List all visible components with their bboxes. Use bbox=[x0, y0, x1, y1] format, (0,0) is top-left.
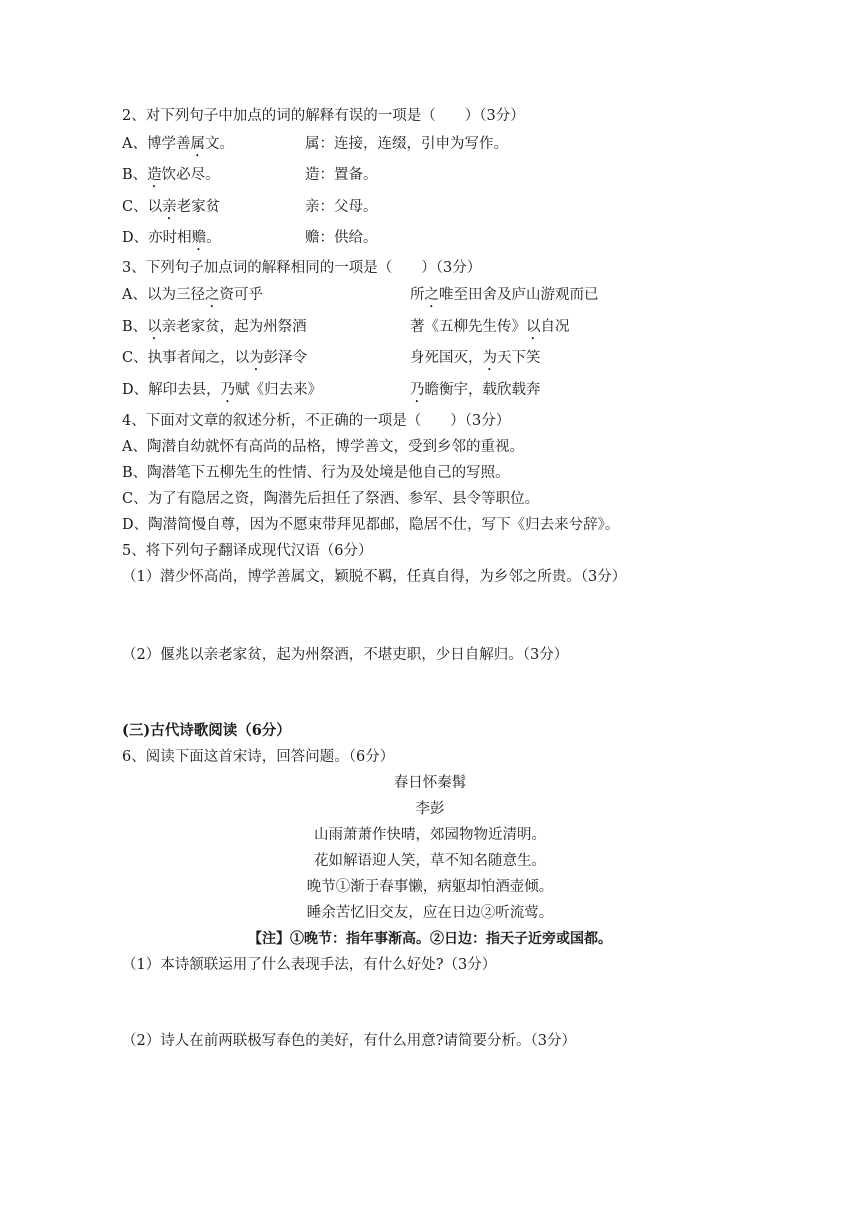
q3-option-d: D、解印去县，乃赋《归去来》 乃瞻衡宇，载欣载奔 bbox=[122, 380, 822, 406]
dotted-char: 造 bbox=[147, 167, 162, 183]
q5-sentence-2: （2）偃兆以亲老家贫，起为州祭酒，不堪吏职，少日自解归。（3分） bbox=[122, 647, 569, 663]
q3-option-a: A、以为三径之资可乎 所之唯至田舍及庐山游观而已 bbox=[122, 285, 822, 311]
dotted-char: 属 bbox=[190, 136, 205, 152]
q2-option-b: B、造饮必尽。 造：置备。 bbox=[122, 167, 378, 183]
q2-option-c: C、以亲老家贫 亲：父母。 bbox=[122, 199, 378, 215]
section-title: (三)古代诗歌阅读（6分） bbox=[122, 722, 291, 739]
poem-title: 春日怀秦髯 bbox=[393, 775, 467, 791]
q4-option-b: B、陶潜笔下五柳先生的性情、行为及处境是他自己的写照。 bbox=[122, 465, 510, 481]
poem-line: 睡余苦忆旧交友，应在日边②听流莺。 bbox=[306, 905, 554, 921]
dotted-char: 之 bbox=[424, 287, 439, 303]
q2-stem: 2、对下列句子中加点的词的解释有误的一项是（ ）（3分） bbox=[122, 108, 525, 124]
q4-option-c: C、为了有隐居之资，陶潜先后担任了祭酒、参军、县令等职位。 bbox=[122, 491, 540, 507]
q5-sentence-1: （1）潜少怀高尚，博学善属文，颖脱不羁，任真自得，为乡邻之所贵。（3分） bbox=[122, 569, 627, 585]
q2-option-d: D、亦时相赡。 赡：供给。 bbox=[122, 230, 378, 246]
dotted-char: 以 bbox=[147, 319, 162, 335]
poem-note bbox=[0, 929, 860, 949]
dotted-char: 为 bbox=[482, 350, 497, 366]
q2-explain-b: 造：置备。 bbox=[305, 167, 378, 183]
q2-option-a: A、博学善属文。 属：连接，连缀，引申为写作。 bbox=[122, 136, 508, 152]
q3-stem: 3、下列句子加点词的解释相同的一项是（ ）（3分） bbox=[122, 260, 482, 276]
q6-sub-1: （1）本诗颔联运用了什么表现手法，有什么好处?（3分） bbox=[122, 957, 497, 973]
q2-explain-a: 属：连接，连缀，引申为写作。 bbox=[305, 136, 508, 152]
note-text: ①晚节：指年事渐高。②日边：指天子近旁或国都。 bbox=[290, 931, 612, 947]
q5-stem: 5、将下列句子翻译成现代汉语（6分） bbox=[122, 543, 373, 559]
q6-stem: 6、阅读下面这首宋诗，回答问题。（6分） bbox=[122, 749, 395, 765]
dotted-char: 乃 bbox=[410, 382, 425, 398]
dotted-char: 赡 bbox=[191, 230, 207, 246]
q2-explain-c: 亲：父母。 bbox=[305, 199, 378, 215]
poem-author: 李彭 bbox=[415, 801, 445, 817]
dotted-char: 为 bbox=[249, 350, 264, 366]
dotted-char: 乃 bbox=[220, 382, 236, 398]
dotted-char: 之 bbox=[204, 287, 220, 303]
q3-right-c: 身死国灭，为天下笑 bbox=[410, 350, 541, 366]
q2-explain-d: 赡：供给。 bbox=[305, 230, 378, 246]
q4-option-d: D、陶潜简慢自尊，因为不愿束带拜见都邮，隐居不仕，写下《归去来兮辞》。 bbox=[122, 517, 620, 533]
q3-right-b: 著《五柳先生传》以自况 bbox=[410, 319, 570, 335]
q3-option-c: C、执事者闻之，以为彭泽令 身死国灭，为天下笑 bbox=[122, 348, 822, 374]
q4-option-a: A、陶潜自幼就怀有高尚的品格，博学善文，受到乡邻的重视。 bbox=[122, 439, 524, 455]
poem-line: 晚节①渐于春事懒，病躯却怕酒壶倾。 bbox=[306, 879, 554, 895]
q3-right-a: 所之唯至田舍及庐山游观而已 bbox=[410, 287, 599, 303]
dotted-char: 以 bbox=[526, 319, 541, 335]
dotted-char: 亲 bbox=[162, 199, 177, 215]
poem-line: 山雨萧萧作快晴，郊园物物近清明。 bbox=[314, 827, 546, 843]
q3-right-d: 乃瞻衡宇，载欣载奔 bbox=[410, 382, 541, 398]
poem-line: 花如解语迎人笑，草不知名随意生。 bbox=[314, 853, 546, 869]
q6-sub-2: （2）诗人在前两联极写春色的美好，有什么用意?请简要分析。（3分） bbox=[122, 1033, 576, 1049]
q4-stem: 4、下面对文章的叙述分析，不正确的一项是（ ）（3分） bbox=[122, 413, 511, 429]
q3-option-b: B、以亲老家贫，起为州祭酒 著《五柳先生传》以自况 bbox=[122, 317, 822, 343]
note-label: 【注】 bbox=[248, 931, 290, 947]
